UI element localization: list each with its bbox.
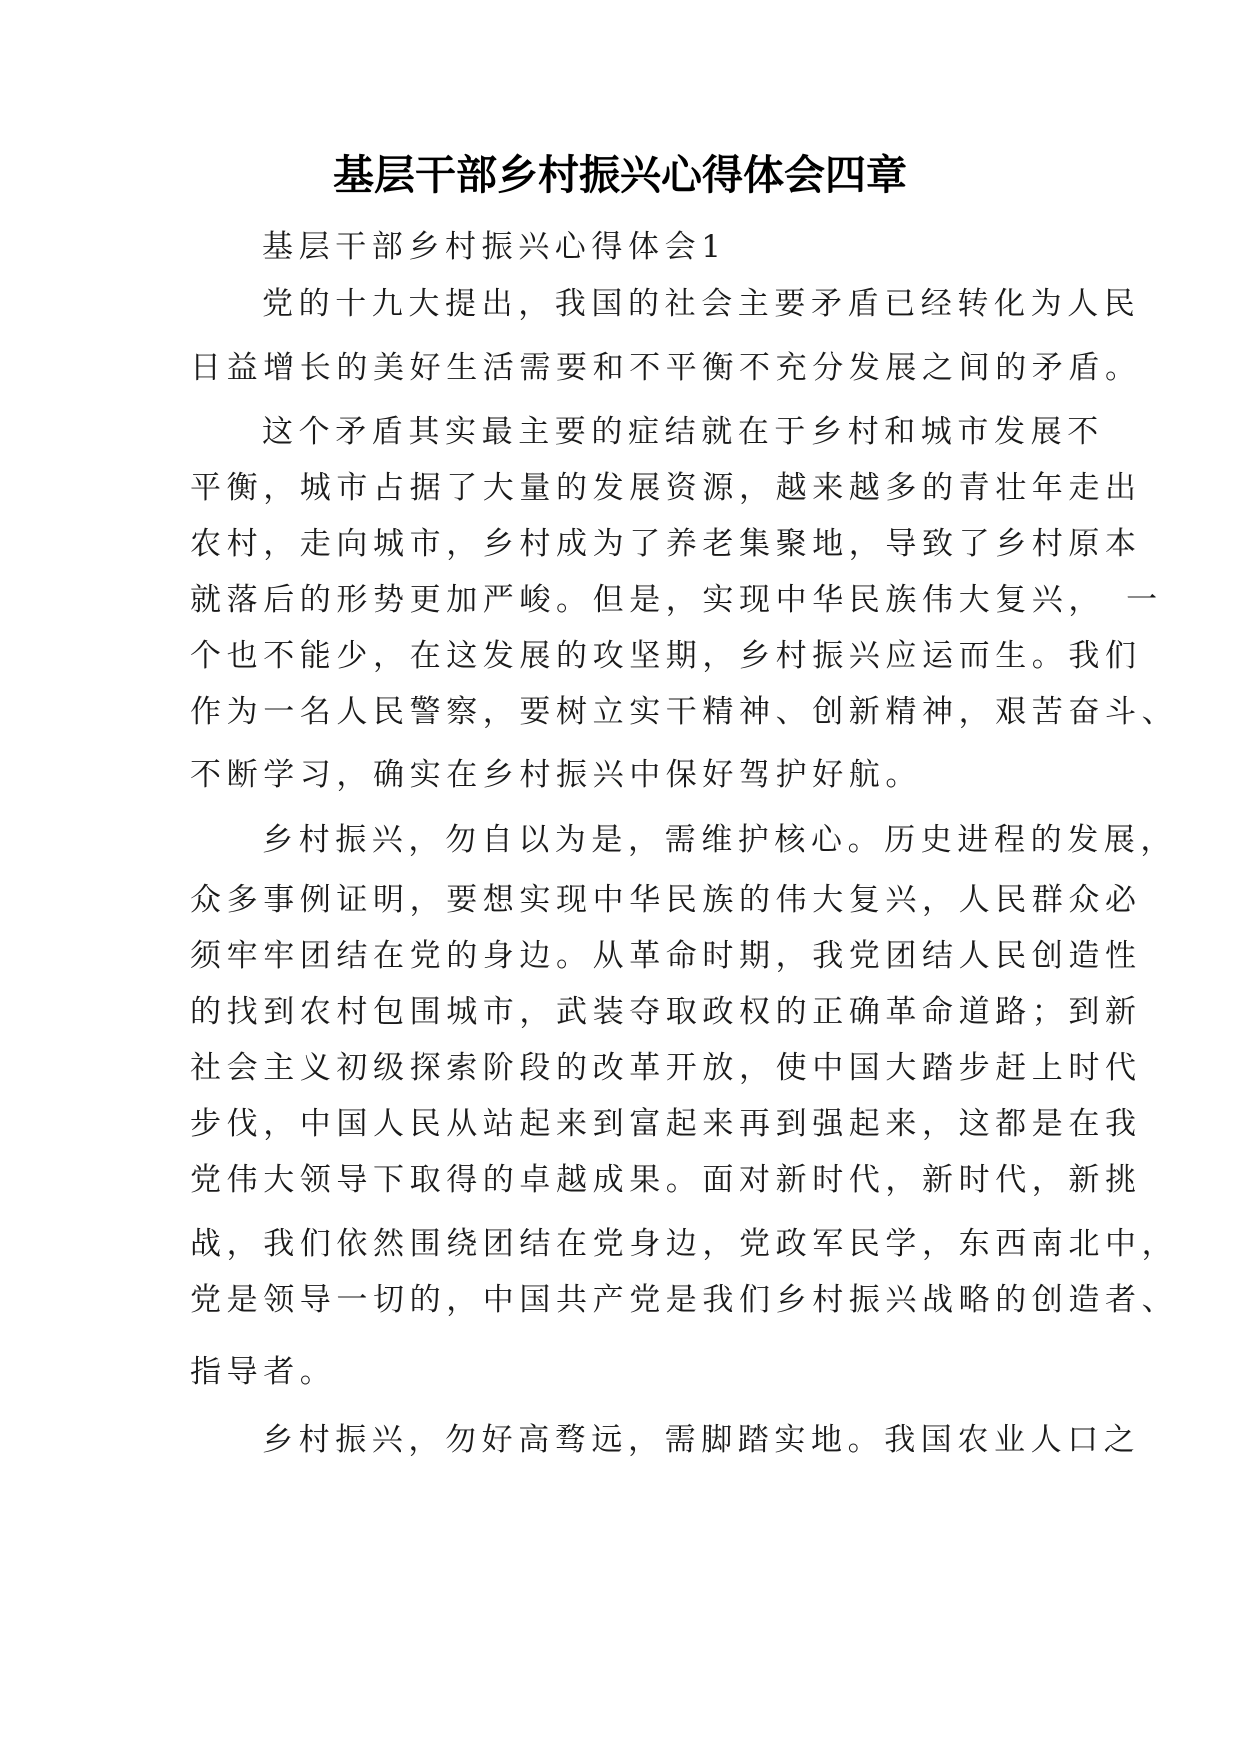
paragraph-line: 不断学习，确实在乡村振兴中保好驾护好航。 <box>190 757 922 793</box>
paragraph-line: 作为一名人民警察，要树立实干精神、创新精神，艰苦奋斗、 <box>190 694 1179 730</box>
paragraph-line: 指导者。 <box>190 1354 337 1390</box>
paragraph-line: 须牢牢团结在党的身边。从革命时期，我党团结人民创造性 <box>190 938 1142 974</box>
paragraph-line: 个也不能少，在这发展的攻坚期，乡村振兴应运而生。我们 <box>190 638 1142 674</box>
paragraph-line: 日益增长的美好生活需要和不平衡不充分发展之间的矛盾。 <box>190 350 1142 386</box>
paragraph-line: 党的十九大提出，我国的社会主要矛盾已经转化为人民 <box>262 286 1141 322</box>
paragraph-line: 乡村振兴，勿自以为是，需维护核心。历史进程的发展， <box>262 822 1177 858</box>
paragraph-line: 战，我们依然围绕团结在党身边，党政军民学，东西南北中， <box>190 1226 1179 1262</box>
paragraph-line: 众多事例证明，要想实现中华民族的伟大复兴，人民群众必 <box>190 882 1142 918</box>
paragraph-line: 党伟大领导下取得的卓越成果。面对新时代，新时代，新挑 <box>190 1162 1142 1198</box>
document-title: 基层干部乡村振兴心得体会四章 <box>333 151 907 199</box>
paragraph-line: 就落后的形势更加严峻。但是，实现中华民族伟大复兴， 一 <box>190 582 1163 618</box>
paragraph-line: 平衡，城市占据了大量的发展资源，越来越多的青壮年走出 <box>190 470 1142 506</box>
paragraph-line: 的找到农村包围城市，武装夺取政权的正确革命道路；到新 <box>190 994 1142 1030</box>
paragraph-line: 农村，走向城市，乡村成为了养老集聚地，导致了乡村原本 <box>190 526 1142 562</box>
paragraph-line: 乡村振兴，勿好高骛远，需脚踏实地。我国农业人口之 <box>262 1422 1141 1458</box>
paragraph-line: 党是领导一切的，中国共产党是我们乡村振兴战略的创造者、 <box>190 1282 1179 1318</box>
paragraph-line: 这个矛盾其实最主要的症结就在于乡村和城市发展不 <box>262 414 1104 450</box>
paragraph-line: 步伐，中国人民从站起来到富起来再到强起来，这都是在我 <box>190 1106 1142 1142</box>
section-heading: 基层干部乡村振兴心得体会1 <box>262 229 727 265</box>
paragraph-line: 社会主义初级探索阶段的改革开放，使中国大踏步赶上时代 <box>190 1050 1142 1086</box>
